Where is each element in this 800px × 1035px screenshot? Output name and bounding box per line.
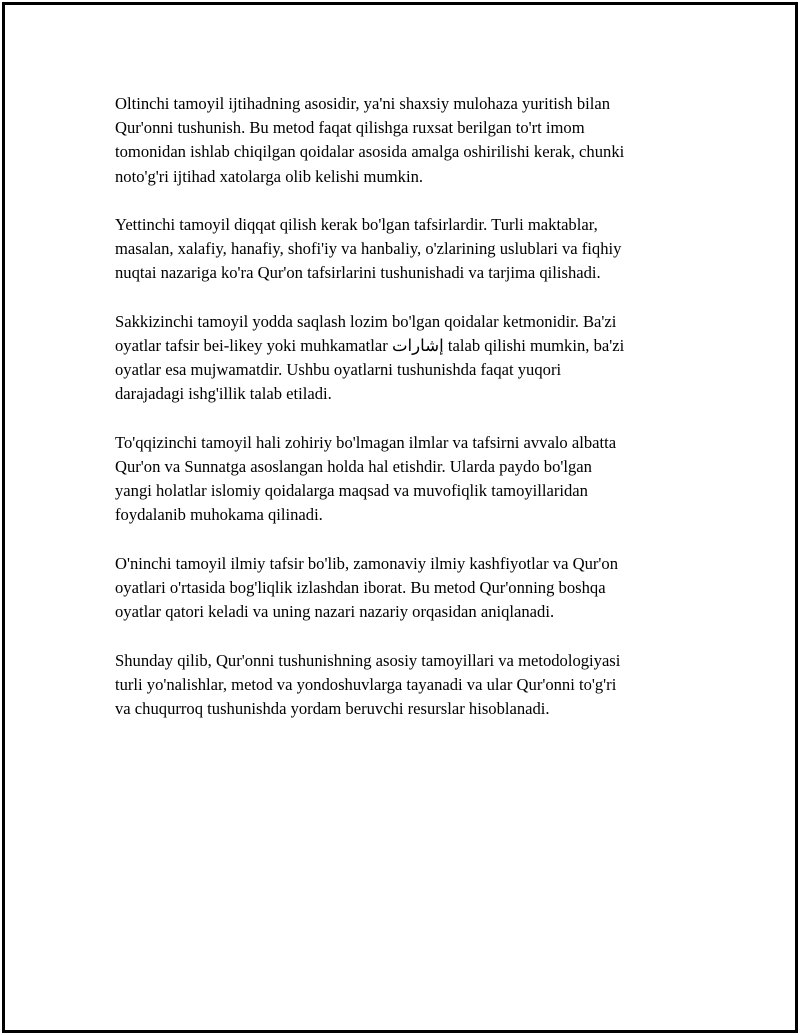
- paragraph-principle-8: [115, 310, 690, 407]
- text-line: Qur'on va Sunnatga asoslangan holda hal etishdir. Ularda paydo bo'lgan: [115, 457, 592, 476]
- paragraph-principle-9: [115, 431, 690, 528]
- text-line: yangi holatlar islomiy qoidalarga maqsad va muvofiqlik tamoyillaridan: [115, 481, 588, 501]
- text-line: Shunday qilib, Qur'onni tushunishning asosiy tamoyillari va metodologiyasi: [115, 650, 621, 670]
- text-line: oyatlar tafsir bei-likey yoki muhkamatlar إشارات talab qilishi mumkin, ba'zi: [115, 336, 625, 355]
- text-line: oyatlar esa mujwamatdir. Ushbu oyatlarni tushunishda faqat yuqori: [115, 360, 562, 380]
- text-line: darajadagi ishg'illik talab etiladi.: [115, 384, 332, 404]
- text-line: turli yo'nalishlar, metod va yondoshuvlarga tayanadi va ular Qur'onni to'g'ri: [115, 674, 617, 694]
- text-line: foydalanib muhokama qilinadi.: [115, 505, 323, 525]
- text-line: oyatlari o'rtasida bog'liqlik izlashdan iborat. Bu metod Qur'onning boshqa: [115, 578, 606, 597]
- text-line: oyatlar qatori keladi va uning nazari nazariy orqasidan aniqlanadi.: [115, 602, 555, 622]
- text-line: Sakkizinchi tamoyil yodda saqlash lozim bo'lgan qoidalar ketmonidir. Ba'zi: [115, 311, 617, 331]
- text-line: Qur'onni tushunish. Bu metod faqat qilishga ruxsat berilgan to'rt imom: [115, 118, 585, 138]
- text-line: To'qqizinchi tamoyil hali zohiriy bo'lmagan ilmlar va tafsirni avvalo albatta: [115, 432, 617, 452]
- paragraph-principle-7: [115, 213, 690, 286]
- text-line: tomonidan ishlab chiqilgan qoidalar asosida amalga oshirilishi kerak, chunki: [115, 142, 625, 162]
- text-line: nuqtai nazariga ko'ra Qur'on tafsirlarini tushunishadi va tarjima qilishadi.: [115, 263, 601, 283]
- text-line: Yettinchi tamoyil diqqat qilish kerak bo'lgan tafsirlardir. Turli maktablar,: [115, 215, 598, 234]
- paragraph-conclusion: [115, 649, 690, 722]
- text-line: masalan, xalafiy, hanafiy, shofi'iy va hanbaliy, o'zlarining uslublari va fiqhiy: [115, 239, 622, 259]
- text-line: noto'g'ri ijtihad xatolarga olib kelishi mumkin.: [115, 166, 424, 186]
- text-line: Oltinchi tamoyil ijtihadning asosidir, ya'ni shaxsiy mulohaza yuritish bilan: [115, 94, 611, 113]
- text-line: O'ninchi tamoyil ilmiy tafsir bo'lib, zamonaviy ilmiy kashfiyotlar va Qur'on: [115, 553, 619, 573]
- paragraph-principle-10: [115, 552, 690, 625]
- document-body: [115, 92, 690, 745]
- text-line: va chuqurroq tushunishda yordam beruvchi resurslar hisoblanadi.: [115, 699, 550, 718]
- paragraph-principle-6: [115, 92, 690, 189]
